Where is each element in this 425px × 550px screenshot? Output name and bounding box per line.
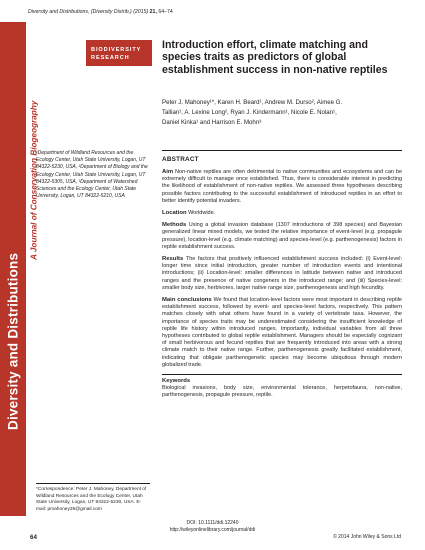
aim-text: Non-native reptiles are often detrimental to native communities and ecosystems and can be extremely difficult to manage once established. Thus, there is considerable interest in predicting the likelihood of establishment of non-native reptiles. We assessed three hypotheses describing possible factors contributing to the successful establishment of introduced reptiles in an effort to better identify potential invaders. (162, 169, 403, 204)
page-number: 64 (30, 534, 37, 541)
abstract-location (162, 210, 402, 217)
keywords-label: Keywords (162, 378, 191, 385)
keywords-text: Biological invasions, body size, environmental tolerance, herpetofauna, non-native, parthenogenesis, propagule pressure, reptile. (162, 385, 402, 399)
article-title: Introduction effort, climate matching and species traits as predictors of global establishment success in non-native reptiles (162, 39, 388, 76)
abstract-results (162, 256, 402, 292)
conclusions-text: We found that location-level factors were most important in describing reptile establishment success, followed by event- and species-level factors, respectively. This pattern matches closely with what others have found in a variety of vertebrate taxa. However, the importance of species traits may be underestimated considering the insufficient knowledge of reptile life history within introduced ranges. Importantly, individual variables from all three hypotheses contributed to global reptile establishment. Managers should be especially cognizant of small herbivorous and fecund reptiles that are frequently introduced into areas with a strong climate match to their native range. Further, parthenogenesis greatly facilitated establishment, indicating that obligate parthenogenetic species may become ubiquitous through modern globalized trade. (162, 297, 402, 368)
abstract-methods (162, 222, 402, 251)
section-badge (86, 40, 152, 66)
affiliations: ¹Department of Wildland Resources and the Ecology Center, Utah State University, Logan, UT 84322-5230, USA, ²Department of Biology and the Ecology Center, Utah State University, Logan, UT 84322-5305, USA, ³Department of Watershed Sciences and the Ecology Center, Utah State University, Logan, UT 84322-5210, USA (36, 150, 148, 200)
abstract (162, 150, 402, 405)
badge-line-2: RESEARCH (91, 55, 130, 61)
journal-subtitle-vertical: A Journal of Conservation Biogeography (29, 100, 39, 260)
footer-center (0, 520, 425, 534)
results-text: The factors that positively influenced establishment success included: (i) Event-level: longer time since initial introduction, greater number of introduction events and intentional introductions; (ii) Location-level: smaller differences in latitude between native and introduced ranges and the presence of native congeners in the introduced range; and (iii) Species-level: smaller body size, herbivores, larger native range size, parthenogenesis and high fecundity. (162, 256, 402, 291)
methods-text: Using a global invasion database (1307 introductions of 398 species) and Bayesian generalized linear mixed models, we tested the relative importance of event-level (e.g. propagule pressure), location-level (e.g. climate matching) and species-level (e.g. parthenogenesis) factors in reptile establishment success. (162, 222, 403, 250)
abstract-conclusions (162, 297, 402, 369)
copyright: © 2014 John Wiley & Sons Ltd (333, 534, 401, 540)
location-label: Location (162, 210, 187, 217)
abstract-aim (162, 169, 402, 205)
doi-text: DOI: 10.1111/ddi.12240 (186, 520, 239, 526)
running-head-pages: 64–74 (158, 9, 173, 15)
badge-line-1: BIODIVERSITY (91, 47, 142, 53)
abstract-keywords (162, 374, 402, 400)
author-line: Daniel Kinka¹ and Harrison E. Mohn³ (162, 119, 262, 127)
author-list (162, 98, 402, 129)
running-head (28, 9, 173, 15)
journal-url[interactable]: http://wileyonlinelibrary.com/journal/ddi (169, 527, 256, 533)
aim-label: Aim (162, 169, 174, 175)
conclusions-label: Main conclusions (162, 297, 212, 304)
page-footer (0, 520, 425, 550)
journal-name-vertical: Diversity and Distributions (5, 252, 21, 430)
author-line: Tallian¹, A. Lexine Long², Ryan J. Kindermann¹, Nicole E. Nolan¹, (162, 109, 337, 117)
location-text: Worldwide. (188, 210, 216, 217)
running-head-volume: 21, (149, 9, 157, 15)
correspondence: *Correspondence: Peter J. Mahoney, Department of Wildland Resources and the Ecology Center, Utah State University, Logan, UT 84322-5230, USA. E-mail: pmahoney29@gmail.com (36, 483, 150, 513)
author-line: Peter J. Mahoney¹*, Karen H. Beard¹, Andrew M. Durso², Aimee G. (162, 99, 343, 106)
abstract-heading: ABSTRACT (162, 156, 199, 163)
methods-label: Methods (162, 222, 187, 229)
results-label: Results (162, 256, 184, 263)
running-head-journal: Diversity and Distributions, (Diversity Distrib.) (2015) (28, 9, 149, 15)
